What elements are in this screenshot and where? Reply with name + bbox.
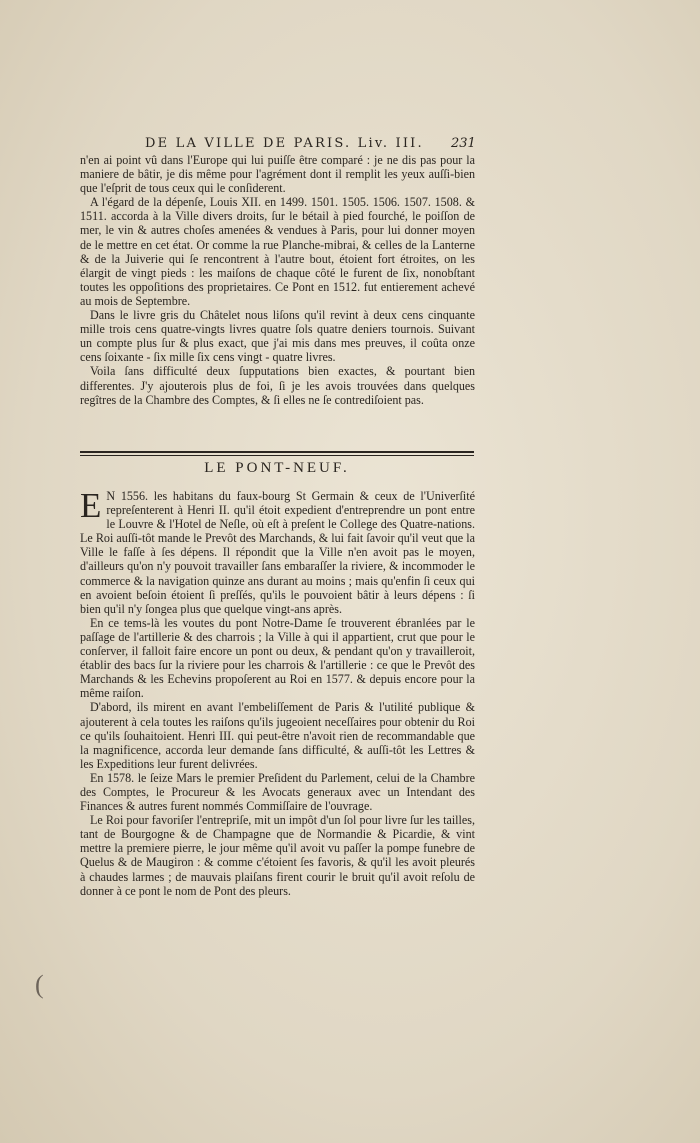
- paragraph: n'en ai point vû dans l'Europe qui lui puiſſe être comparé : je ne dis pas pour la maniere de bâtir, je dis même pour l'agrément dont il remplit les yeux auſſi-bien que l'eſprit de tous ceux qui le conſiderent.: [80, 153, 475, 196]
- paragraph-text: N 1556. les habitans du faux-bourg St Germain & ceux de l'Univerſité repreſenterent à Henri II. qu'il étoit expedient d'entreprendre un pont entre le Louvre & l'Hotel de Neſle, où eſt à preſent le College des Quatre-nations. Le Roi auſſi-tôt mande le Prevôt des Marchands, & lui fait ſavoir qu'il veut que la Ville le faſſe à ſes dépens. Il répondit que la Ville n'en avoit pas le moyen, d'ailleurs qu'on n'y pouvoit travailler ſans embaraſſer la riviere, & incommoder le commerce & la navigation quinze ans durant au moins ; mais qu'enfin ſi ceux qui en avoient beſoin étoient ſi preſſés, qu'ils le pouvoient bâtir à leurs dépens : ſi bien qu'il n'y ſongea plus que quelque vingt-ans après.: [80, 489, 475, 616]
- paragraph: Dans le livre gris du Châtelet nous liſons qu'il revint à deux cens cinquante mille trois cens quatre-vingts livres quatre ſols quatre deniers tournois. Suivant un compte plus ſur & plus exact, que j'ai mis dans mes preuves, il coûta onze cens ſoixante - ſix mille ſix cens vingt - quatre livres.: [80, 308, 475, 365]
- drop-cap: E: [80, 486, 102, 525]
- section-title: LE PONT-NEUF.: [204, 460, 350, 476]
- paragraph: En 1578. le ſeize Mars le premier Preſident du Parlement, celui de la Chambre des Comptes, le Procureur & les Avocats generaux avec un Intendant des Finances & autres furent nommés Commiſſaire de l'ouvrage.: [80, 770, 475, 814]
- margin-mark: (: [35, 970, 44, 999]
- page-number: 231: [451, 136, 476, 151]
- paragraph: D'abord, ils mirent en avant l'embeliſſement de Paris & l'utilité publique & ajouterent à cela toutes les raiſons qu'ils jugeoient neceſſaires pour obtenir du Roi ce qu'ils ſouhaitoient. Henri III. qui peut-être n'avoit rien de recommandable que la magnificence, accorda leur demande ſans difficulté, & auſſi-tôt les Lettres & les Expeditions leur furent delivrées.: [80, 700, 475, 771]
- paragraph: A l'égard de la dépenſe, Louis XII. en 1499. 1501. 1505. 1506. 1507. 1508. & 1511. accorda à la Ville divers droits, ſur le bétail à pied fourché, le poiſſon de mer, le vin & autres choſes amenées & vendues à Paris, pour lui donner moyen de le mettre en cet état. Or comme la rue Planche-mibrai, & celles de la Lanterne & de la Juiverie qui ſe rencontrent à l'autre bout, étoient fort étroites, on les élargit de vingt pieds : les maiſons de chaque côté le furent de ſix, nonobſtant toutes les oppoſitions des proprietaires. Ce Pont en 1512. fut entierement achevé au mois de Septembre.: [80, 195, 475, 308]
- paragraph: Voila ſans difficulté deux ſupputations bien exactes, & pourtant bien differentes. J'y ajouterois plus de foi, ſi je les avois trouvées dans quelques regîtres de la Chambre des Comptes, & ſi elles ne ſe contrediſoient pas.: [80, 364, 475, 407]
- running-header: DE LA VILLE DE PARIS. Liv. III.: [145, 136, 424, 151]
- body-text-section-2: [80, 486, 475, 898]
- paragraph: En ce tems-là les voutes du pont Notre-Dame ſe trouverent ébranlées par le paſſage de l'artillerie & des charrois ; la Ville à qui il appartient, crut que pour le conſerver, il falloit faire encore un pont ou deux, & pendant qu'on y travailleroit, établir des bacs ſur la riviere pour les charrois & l'artillerie : ce que le Prevôt des Marchands & les Echevins propoſerent au Roi en 1577. & depuis encore pour la même raiſon.: [80, 615, 475, 701]
- body-text-section-1: [80, 153, 475, 407]
- paragraph: Le Roi pour favoriſer l'entrepriſe, mit un impôt d'un ſol pour livre ſur les tailles, tant de Bourgogne & de Champagne que de Normandie & Picardie, & vint mettre la premiere pierre, le jour même qu'il avoit vu paſſer la pompe funebre de Quelus & de Maugiron : & comme c'étoient ſes favoris, & qu'il les avoit pleurés à chaudes larmes ; de mauvais plaiſans firent courir le bruit qu'il avoit reſolu de donner à ce pont le nom de Pont des pleurs.: [80, 813, 475, 898]
- section-divider: [80, 451, 474, 456]
- paragraph-opening: [80, 486, 475, 616]
